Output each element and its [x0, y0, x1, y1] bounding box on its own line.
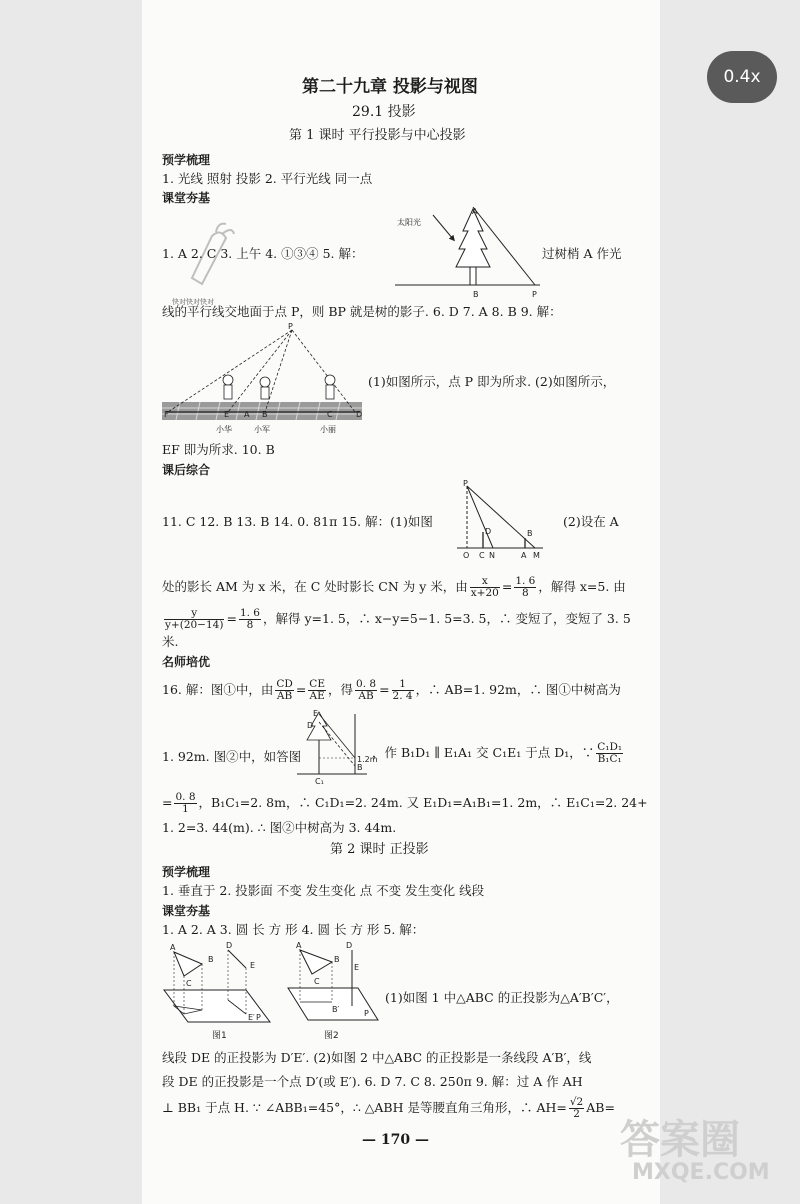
- playback-speed-button[interactable]: 0.4x: [707, 51, 777, 103]
- svg-text:P: P: [256, 1013, 261, 1022]
- heading-after-class: 课后综合: [162, 463, 211, 477]
- stamp-text: 快对快对快对: [172, 298, 214, 306]
- fraction: $\frac{1. 6}{8}$: [515, 575, 536, 599]
- svg-text:B: B: [334, 955, 340, 964]
- heading-preview: 预学梳理: [162, 865, 211, 879]
- answer-line: 16. 解：图①中，由 $\frac{CD}{AB}$ = $\frac{CE}{AE}$ ，得 $\frac{0. 8}{AB}$ = $\frac{1}{2. 4}$ ，∴ AB=1. 92m，∴ 图①中树高为: [162, 678, 621, 702]
- label-b: B: [527, 529, 533, 538]
- svg-text:E: E: [354, 963, 360, 972]
- svg-text:E: E: [250, 961, 256, 970]
- lesson-title: 第 2 课时 正投影: [330, 842, 429, 857]
- answer-line: 处的影长 AM 为 x 米，在 C 处时影长 CN 为 y 米，由 $\frac{x}{x+20}$ = $\frac{1. 6}{8}$ ，解得 x=5. 由: [162, 575, 626, 599]
- heading-classroom: 课堂夯基: [162, 904, 211, 918]
- answer-line: 过树梢 A 作光: [542, 246, 622, 261]
- answer-line: = $\frac{0. 8}{1}$ ，B₁C₁=2. 8m，∴ C₁D₁=2. 24m. 又 E₁D₁=A₁B₁=1. 2m，∴ E₁C₁=2. 24+: [162, 791, 648, 815]
- svg-text:P: P: [364, 1009, 369, 1018]
- fraction: $\frac{0. 8}{AB}$: [356, 678, 377, 702]
- answer-line: 段 DE 的正投影是一个点 D′(或 E′). 6. D 7. C 8. 250π 9. 解：过 A 作 AH: [162, 1074, 583, 1089]
- answer-line: 1. 垂直于 2. 投影面 不变 发生变化 点 不变 发生变化 线段: [162, 883, 485, 898]
- watermark-url: MXQE.COM: [632, 1160, 770, 1185]
- label-o: O: [463, 551, 470, 560]
- answer-line: (1)如图 1 中△ABC 的正投影为△A′B′C′，: [385, 990, 619, 1005]
- fraction: $\frac{y}{y+(20-14)}$: [165, 607, 224, 631]
- fraction: $\frac{√2}{2}$: [569, 1096, 584, 1120]
- lamp-post-figure: [455, 478, 545, 562]
- svg-text:C: C: [314, 977, 320, 986]
- svg-text:A: A: [296, 941, 302, 950]
- label-p: P: [463, 479, 468, 488]
- fraction: $\frac{0. 8}{1}$: [175, 791, 196, 815]
- answer-line: ⊥ BB₁ 于点 H. ∵ ∠ABB₁=45°，∴ △ABH 是等腰直角三角形，∴ AH= $\frac{√2}{2}$ AB=: [162, 1096, 615, 1120]
- label-p: P: [288, 322, 293, 331]
- projection-figure-2: [286, 940, 384, 1046]
- heading-master: 名师培优: [162, 655, 211, 669]
- name-xiaoli: 小丽: [320, 425, 336, 434]
- label-a: A: [472, 207, 478, 216]
- svg-text:C: C: [186, 979, 192, 988]
- label-a: A: [244, 410, 250, 419]
- label-sun: 太阳光: [397, 218, 421, 227]
- answer-line: 11. C 12. B 13. B 14. 0. 81π 15. 解：(1)如图: [162, 514, 433, 529]
- label-e: E: [224, 410, 230, 419]
- name-xiaojun: 小军: [254, 425, 270, 434]
- fraction: $\frac{1. 6}{8}$: [239, 607, 260, 631]
- label-b: B: [473, 290, 479, 299]
- figure-caption: 图1: [212, 1031, 227, 1041]
- label-b: B: [357, 763, 363, 772]
- label-c1: C₁: [315, 777, 324, 786]
- answer-line: 1. A 2. A 3. 圆 长 方 形 4. 圆 长 方 形 5. 解：: [162, 922, 425, 937]
- lamp-shadow-figure: [160, 322, 365, 438]
- section-title: 29.1 投影: [352, 104, 416, 120]
- answer-line: 线的平行线交地面于点 P，则 BP 就是树的影子. 6. D 7. A 8. B 9. 解：: [162, 304, 562, 319]
- label-d: D: [356, 410, 363, 419]
- svg-text:D: D: [226, 941, 233, 950]
- fraction: $\frac{\text{C₁D₁}}{\text{B₁C₁}}$: [597, 741, 623, 765]
- answer-line: 线段 DE 的正投影为 D′E′. (2)如图 2 中△ABC 的正投影是一条线段 A′B′，线: [162, 1050, 592, 1065]
- fraction: $\frac{1}{2. 4}$: [392, 678, 413, 702]
- page-number: — 170 —: [362, 1132, 429, 1148]
- lesson-title: 第 1 课时 平行投影与中心投影: [289, 128, 466, 143]
- answer-line: 1. 光线 照射 投影 2. 平行光线 同一点: [162, 171, 373, 186]
- tree-shadow-figure: [395, 205, 545, 301]
- svg-text:D: D: [346, 941, 353, 950]
- heading-classroom: 课堂夯基: [162, 191, 211, 205]
- label-c: C: [479, 551, 485, 560]
- label-e: E: [313, 709, 319, 718]
- watermark-logo: 答案圈: [620, 1117, 740, 1163]
- label-m: M: [533, 551, 540, 560]
- fraction: $\frac{x}{x+20}$: [470, 575, 499, 599]
- label-p: P: [532, 290, 537, 299]
- name-xiaohua: 小华: [216, 425, 232, 434]
- answer-line: 1. A 2. C 3. 上午 4. ①③④ 5. 解：: [162, 246, 364, 261]
- label-n: N: [489, 551, 495, 560]
- svg-text:B′: B′: [332, 1005, 340, 1014]
- svg-text:E′: E′: [248, 1013, 255, 1022]
- label-c: C: [327, 410, 333, 419]
- answer-line: ，作 B₁D₁ ∥ E₁A₁ 交 C₁E₁ 于点 D₁，∵ $\frac{\text{C₁D₁}}{\text{B₁C₁}}$: [372, 741, 623, 765]
- answer-line: (1)如图所示，点 P 即为所求. (2)如图所示，: [368, 374, 616, 389]
- svg-text:B: B: [208, 955, 214, 964]
- label-d: D: [307, 721, 314, 730]
- svg-text:A: A: [170, 943, 176, 952]
- figure-caption: 图2: [324, 1031, 339, 1041]
- tree-wall-figure: [293, 708, 378, 788]
- fraction: $\frac{CE}{AE}$: [309, 678, 325, 702]
- label-f: F: [164, 410, 169, 419]
- label-a: A: [521, 551, 527, 560]
- label-b: B: [262, 410, 268, 419]
- answer-line: (2)设在 A: [563, 514, 619, 529]
- chapter-title: 第二十九章 投影与视图: [302, 77, 478, 97]
- answer-line: $\frac{y}{y+(20-14)}$ = $\frac{1. 6}{8}$ ，解得 y=1. 5，∴ x−y=5−1. 5=3. 5，∴ 变短了，变短了 3. 5: [165, 607, 631, 631]
- answer-line: 1. 92m. 图②中，如答图: [162, 749, 302, 764]
- label-height: 1.2m: [357, 755, 378, 764]
- answer-line: 米.: [162, 634, 179, 649]
- label-d: D: [485, 527, 492, 536]
- fraction: $\frac{CD}{AB}$: [276, 678, 293, 702]
- answer-line: EF 即为所求. 10. B: [162, 442, 275, 457]
- heading-preview: 预学梳理: [162, 153, 211, 167]
- projection-figure-1: [162, 940, 274, 1046]
- answer-line: 1. 2=3. 44(m). ∴ 图②中树高为 3. 44m.: [162, 820, 397, 835]
